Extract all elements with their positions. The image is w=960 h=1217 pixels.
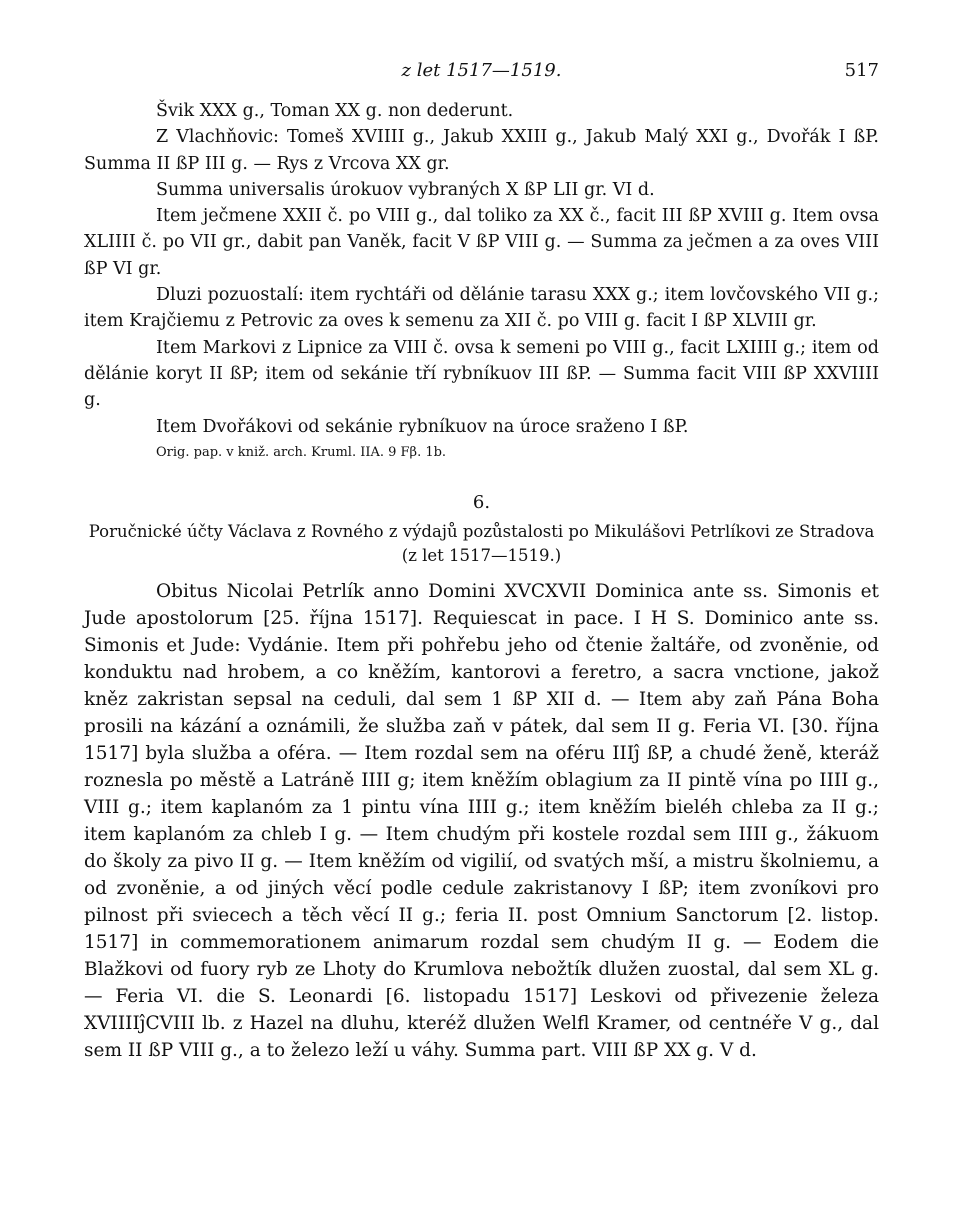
account-paragraph: Item Dvořákovi od sekánie rybníkuov na úroce sraženo I ßP. bbox=[156, 416, 689, 437]
book-page bbox=[84, 60, 879, 1064]
account-paragraph: Švik XXX g., Toman XX g. non dederunt. bbox=[156, 101, 514, 121]
document-title bbox=[84, 520, 879, 568]
document-body bbox=[84, 578, 879, 1064]
account-paragraph: Item ječmene XXII č. po VIII g., dal toliko za XX č., facit III ßP XVIII g. Item ovsa XLIIII č. po VII gr., dabit pan Vaněk, facit V ßP VIII g. — Summa za ječmen a za oves VIII ßP VI gr. bbox=[84, 206, 879, 279]
document-body-paragraph: Obitus Nicolai Petrlík anno Domini XVCXVII Dominica ante ss. Simonis et Jude apostolorum [25. října 1517]. Requiescat in pace. I H S. Dominico ante ss. Simonis et Jude: Vydánie. Item při pohřebu jeho od čtenie žaltáře, od zvoněnie, od konduktu nad hrobem, a co kněžím, kantorovi a feretro, a sacra vnctione, jakož kněz zakristan sepsal na ceduli, dal sem 1 ßP XII d. — Item aby zaň Pána Boha prosili na kázání a oznámili, že služba zaň v pátek, dal sem II g. Feria VI. [30. října 1517] byla služba a oféra. — Item rozdal sem na oféru IIIĵ ßP, a chudé ženě, kteráž roznesla po městě a Latráně IIII g; item kněžím oblagium za II pintě vína po IIII g., VIII g.; item kaplanóm za 1 pintu vína IIII g.; item kněžím bieléh chleba za II g.; item kaplanóm za chleb I g. — Item chudým při kostele rozdal sem IIII g., žákuom do školy za pivo II g. — Item kněžím od vigilií, od svatých mší, a mistru školniemu, a od zvoněnie, a od jiných věcí podle cedule zakristanovy I ßP; item zvoníkovi pro pilnost při sviecech a těch věcí II g.; feria II. post Omnium Sanctorum [2. listop. 1517] in commemorationem animarum rozdal sem chudým II g. — Eodem die Blažkovi od fuory ryb ze Lhoty do Krumlova nebožtík dlužen zuostal, dal sem XL g. — Feria VI. die S. Leonardi [6. listopadu 1517] Leskovi od přivezenie železa XVIIIIĵCVIII lb. z Hazel na dluhu, kteréž dlužen Welfl Kramer, od centnéře V g., dal sem II ßP VIII g., a to železo leží u váhy. Summa part. VIII ßP XX g. V d. bbox=[84, 580, 879, 1061]
document-title-line: Poručnické účty Václava z Rovného z výdajů pozůstalosti po Mikulášovi Petrlíkovi ze Stradova bbox=[88, 521, 875, 541]
account-paragraph: Summa universalis úrokuov vybraných X ßP LII gr. VI d. bbox=[156, 179, 655, 200]
account-paragraph: Z Vlachňovic: Tomeš XVIIII g., Jakub XXIII g., Jakub Malý XXI g., Dvořák I ßP. Summa II ßP III g. — Rys z Vrcova XX gr. bbox=[84, 127, 879, 174]
document-title-dates: (z let 1517—1519.) bbox=[401, 545, 562, 565]
source-note: Orig. pap. v kniž. arch. Kruml. IIA. 9 Fβ. 1b. bbox=[156, 444, 447, 460]
running-title: z let 1517—1519. bbox=[401, 60, 562, 81]
account-paragraph: Item Markovi z Lipnice za VIII č. ovsa k semeni po VIII g., facit LXIIII g.; item od dělánie koryt II ßP; item od sekánie tří rybníkuov III ßP. — Summa facit VIII ßP XXVIIII g. bbox=[84, 337, 879, 411]
previous-account bbox=[84, 98, 879, 464]
document-number: 6. bbox=[472, 491, 491, 513]
page-number: 517 bbox=[844, 60, 879, 81]
running-head bbox=[84, 60, 879, 90]
account-paragraph: Dluzi pozuostalí: item rychtáři od dělánie tarasu XXX g.; item lovčovského VII g.; item Krajčiemu z Petrovic za oves k semenu za XII č. po VIII g. facit I ßP XLVIII gr. bbox=[84, 285, 879, 332]
